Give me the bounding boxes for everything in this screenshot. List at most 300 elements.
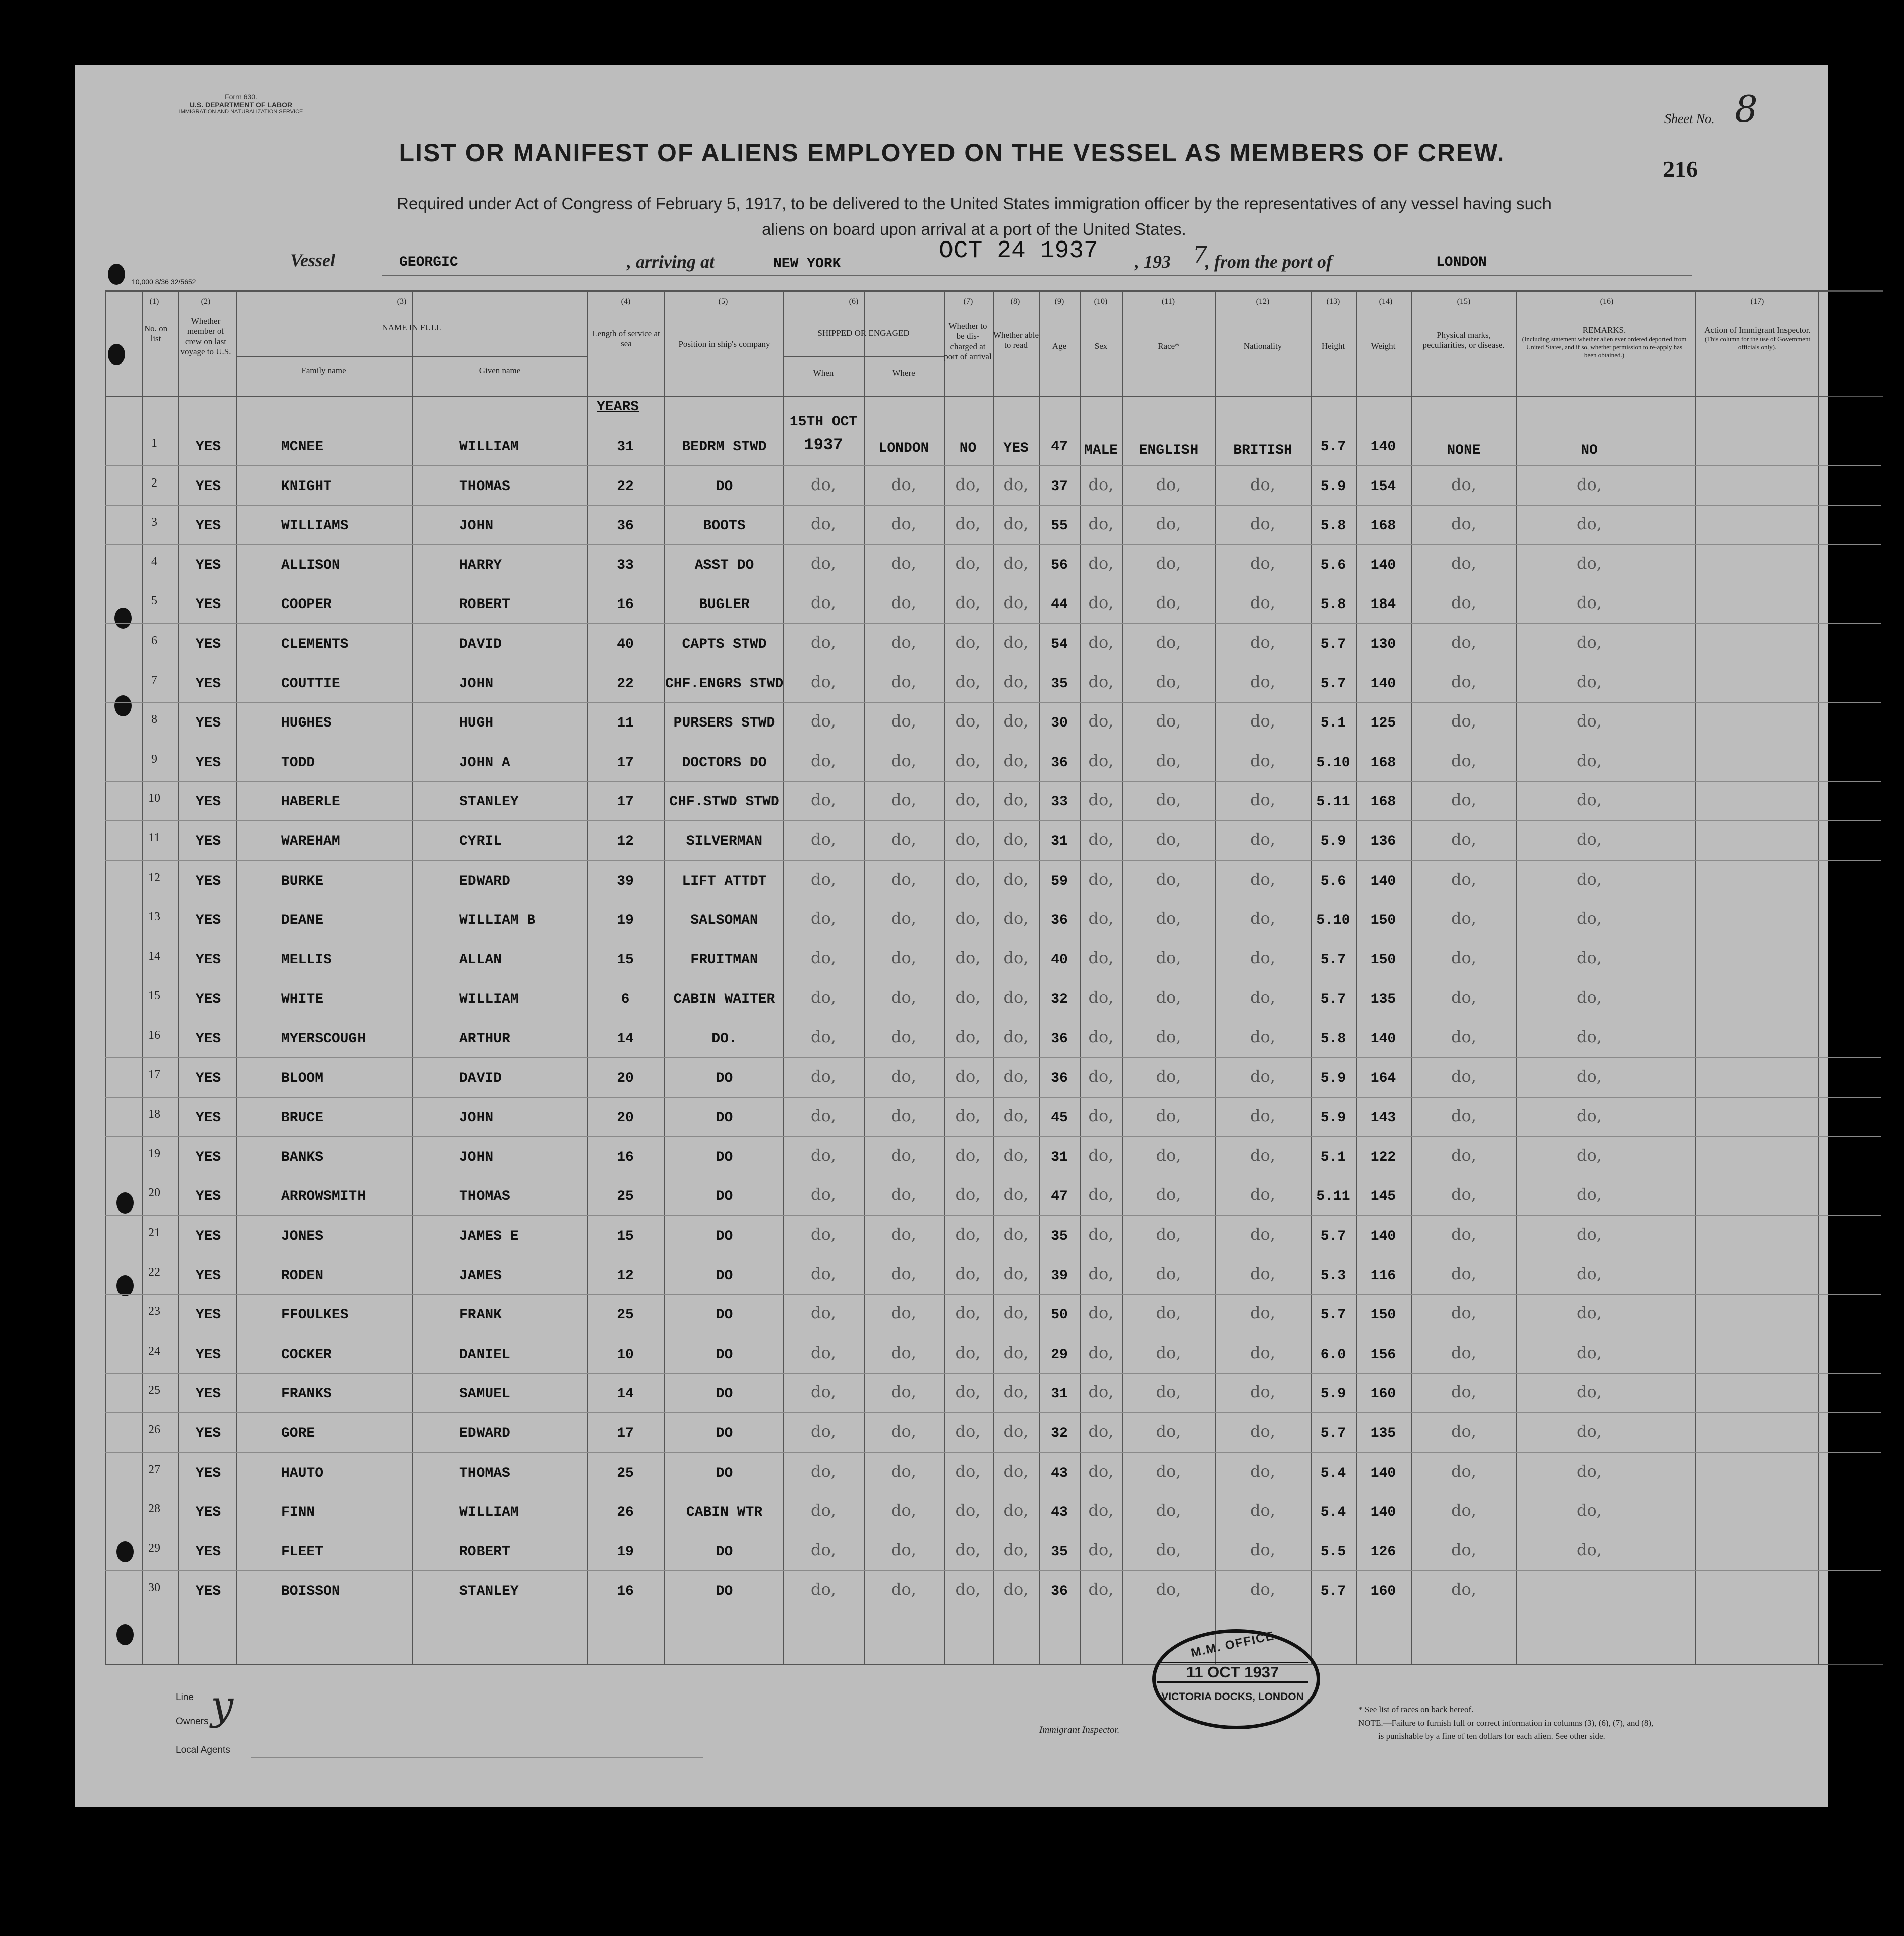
column-number: (4) xyxy=(621,297,631,306)
ditto-mark: do, xyxy=(1577,1264,1602,1283)
ditto-mark: do, xyxy=(891,869,916,889)
ditto-mark: do, xyxy=(1156,553,1181,573)
col-header-nationality: Nationality xyxy=(1243,341,1282,351)
arrival-date-stamp: OCT 24 1937 xyxy=(939,237,1098,265)
ditto-mark: do, xyxy=(891,1343,916,1362)
ditto-mark: do, xyxy=(1156,1106,1181,1126)
column-number: (8) xyxy=(1010,297,1020,306)
weight: 136 xyxy=(1370,834,1396,850)
given-name: CYRIL xyxy=(459,834,502,850)
position: DO xyxy=(716,1386,733,1402)
family-name: HAUTO xyxy=(281,1465,324,1481)
weight: 168 xyxy=(1370,518,1396,534)
years-label: YEARS xyxy=(597,399,639,415)
ditto-mark: do, xyxy=(1250,474,1275,494)
position: BUGLER xyxy=(699,597,750,613)
prev-voyage: YES xyxy=(195,1268,221,1284)
ditto-mark: do, xyxy=(891,909,916,928)
col-header-race: Race* xyxy=(1158,341,1179,351)
ditto-mark: do, xyxy=(1451,948,1476,967)
age: 29 xyxy=(1051,1347,1068,1363)
ditto-mark: do, xyxy=(1003,830,1029,849)
position: LIFT ATTDT xyxy=(682,873,767,889)
ditto-mark: do, xyxy=(1451,672,1476,691)
height: 5.5 xyxy=(1320,1544,1346,1560)
ditto-mark: do, xyxy=(891,514,916,534)
ditto-mark: do, xyxy=(1003,514,1029,534)
ditto-mark: do, xyxy=(1156,1422,1181,1441)
service-years: 16 xyxy=(617,597,634,613)
service-years: 20 xyxy=(617,1070,634,1086)
position: DO xyxy=(716,1465,733,1481)
service-years: 17 xyxy=(617,794,634,810)
given-name: STANLEY xyxy=(459,794,519,810)
ditto-mark: do, xyxy=(1003,672,1029,691)
service-years: 33 xyxy=(617,557,634,573)
ditto-mark: do, xyxy=(811,1185,836,1204)
family-name: COOPER xyxy=(281,597,332,613)
service-years: 6 xyxy=(621,992,630,1008)
ditto-mark: do, xyxy=(1577,593,1602,613)
column-rule xyxy=(105,291,106,1664)
given-name: JOHN xyxy=(459,676,494,692)
ditto-mark: do, xyxy=(891,1264,916,1283)
ditto-mark: do, xyxy=(1577,909,1602,928)
local-agents-label: Local Agents xyxy=(176,1745,230,1755)
vessel-name: GEORGIC xyxy=(399,255,458,270)
ditto-mark: do, xyxy=(1577,1382,1602,1402)
column-rule xyxy=(1039,291,1040,1664)
ditto-mark: do, xyxy=(1250,1501,1275,1520)
ditto-mark: do, xyxy=(955,474,981,494)
ditto-mark: do, xyxy=(1451,474,1476,494)
ditto-mark: do, xyxy=(1451,711,1476,731)
row-rule xyxy=(105,1057,1881,1058)
weight: 140 xyxy=(1370,676,1396,692)
ditto-mark: do, xyxy=(811,593,836,613)
subtitle-line-2: aliens on board upon arrival at a port of the United States. xyxy=(762,220,1186,239)
row-number: 5 xyxy=(151,594,157,608)
ditto-mark: do, xyxy=(891,1027,916,1046)
ditto-mark: do, xyxy=(811,1540,836,1559)
row-rule xyxy=(105,465,1881,466)
ditto-mark: do, xyxy=(1577,1066,1602,1086)
ditto-mark: do, xyxy=(1156,514,1181,534)
ditto-mark: do, xyxy=(1250,593,1275,613)
ditto-mark: do, xyxy=(1156,988,1181,1007)
column-rule xyxy=(1311,291,1312,1664)
ditto-mark: do, xyxy=(811,1106,836,1126)
family-name: CLEMENTS xyxy=(281,637,349,652)
given-name: JOHN xyxy=(459,518,494,534)
weight: 140 xyxy=(1370,1505,1396,1521)
weight: 140 xyxy=(1370,1229,1396,1244)
ditto-mark: do, xyxy=(891,1066,916,1086)
position: ASST DO xyxy=(694,557,754,573)
ditto-mark: do, xyxy=(1003,1264,1029,1283)
family-name: MYERSCOUGH xyxy=(281,1031,366,1047)
ditto-mark: do, xyxy=(811,1422,836,1441)
age: 44 xyxy=(1051,597,1068,613)
ditto-mark: do, xyxy=(811,869,836,889)
position: DO xyxy=(716,1347,733,1363)
weight: 140 xyxy=(1370,439,1396,455)
nationality-value: BRITISH xyxy=(1233,443,1292,458)
age: 40 xyxy=(1051,952,1068,968)
ditto-mark: do, xyxy=(1250,514,1275,534)
age: 47 xyxy=(1051,1189,1068,1205)
shipped-when-day: 15TH OCT xyxy=(789,414,858,430)
weight: 126 xyxy=(1370,1544,1396,1560)
ditto-mark: do, xyxy=(955,1343,981,1362)
ditto-mark: do, xyxy=(811,1382,836,1402)
ditto-mark: do, xyxy=(891,1106,916,1126)
family-name: ALLISON xyxy=(281,557,340,573)
prev-voyage: YES xyxy=(195,1505,221,1521)
ditto-mark: do, xyxy=(1250,988,1275,1007)
col-header-discharged: Whether to be dis-charged at port of arrival xyxy=(944,321,992,362)
ditto-mark: do, xyxy=(1088,1461,1114,1481)
ditto-mark: do, xyxy=(891,1580,916,1599)
row-number: 23 xyxy=(148,1305,160,1318)
position: DO. xyxy=(711,1031,737,1047)
ditto-mark: do, xyxy=(811,553,836,573)
ditto-mark: do, xyxy=(1451,1422,1476,1441)
ditto-mark: do, xyxy=(1003,474,1029,494)
row-number: 28 xyxy=(148,1502,160,1516)
family-name: RODEN xyxy=(281,1268,324,1284)
ditto-mark: do, xyxy=(1451,1540,1476,1559)
remarks-note: (Including statement whether alien ever ordered deported from United States, and if so, whether permission to re-apply has been obtained.) xyxy=(1522,335,1687,359)
weight: 143 xyxy=(1370,1110,1396,1126)
ditto-mark: do, xyxy=(1003,948,1029,967)
weight: 164 xyxy=(1370,1070,1396,1086)
weight: 150 xyxy=(1370,1307,1396,1323)
age: 55 xyxy=(1051,518,1068,534)
ditto-mark: do, xyxy=(1003,1303,1029,1323)
ditto-mark: do, xyxy=(1088,869,1114,889)
ditto-mark: do, xyxy=(1003,790,1029,810)
ditto-mark: do, xyxy=(1003,909,1029,928)
prev-voyage: YES xyxy=(195,1544,221,1560)
punch-hole xyxy=(116,1275,134,1296)
age: 31 xyxy=(1051,1386,1068,1402)
ditto-mark: do, xyxy=(891,790,916,810)
height: 5.8 xyxy=(1320,518,1346,534)
service-years: 11 xyxy=(617,715,634,732)
given-name: WILLIAM xyxy=(459,992,519,1008)
height: 5.3 xyxy=(1320,1268,1346,1284)
column-rule xyxy=(783,291,784,1664)
ditto-mark: do, xyxy=(1451,1343,1476,1362)
ditto-mark: do, xyxy=(1003,1540,1029,1559)
family-name: WILLIAMS xyxy=(281,518,349,534)
col-header-no: No. on list xyxy=(144,324,168,344)
ditto-mark: do, xyxy=(1250,1106,1275,1126)
ditto-mark: do, xyxy=(1088,909,1114,928)
position: DOCTORS DO xyxy=(682,755,767,771)
age: 43 xyxy=(1051,1505,1068,1521)
service-years: 25 xyxy=(617,1189,634,1205)
family-name: DEANE xyxy=(281,913,324,929)
column-number: (15) xyxy=(1457,297,1471,306)
sex-value: MALE xyxy=(1084,443,1118,458)
ditto-mark: do, xyxy=(891,1185,916,1204)
ditto-mark: do, xyxy=(1088,633,1114,652)
age: 54 xyxy=(1051,637,1068,652)
ditto-mark: do, xyxy=(1156,1303,1181,1323)
ditto-mark: do, xyxy=(1156,948,1181,967)
service-years: 19 xyxy=(617,913,634,929)
column-number: (6) xyxy=(849,297,859,306)
age: 31 xyxy=(1051,834,1068,850)
row-rule xyxy=(105,1294,1881,1295)
position: CAPTS STWD xyxy=(682,637,767,652)
ditto-mark: do, xyxy=(1088,1580,1114,1599)
family-name: MELLIS xyxy=(281,952,332,968)
given-name: FRANK xyxy=(459,1307,502,1323)
service-years: 16 xyxy=(617,1584,634,1600)
ditto-mark: do, xyxy=(1451,1303,1476,1323)
col-header-height: Height xyxy=(1321,341,1345,351)
ditto-mark: do, xyxy=(1156,909,1181,928)
service-years: 26 xyxy=(617,1505,634,1521)
family-name: HABERLE xyxy=(281,794,340,810)
column-rule xyxy=(412,291,413,1664)
height: 5.10 xyxy=(1316,913,1350,929)
ditto-mark: do, xyxy=(1003,1106,1029,1126)
ditto-mark: do, xyxy=(1451,1580,1476,1599)
weight: 160 xyxy=(1370,1386,1396,1402)
age: 39 xyxy=(1051,1268,1068,1284)
col-header-family: Family name xyxy=(301,366,346,375)
age: 33 xyxy=(1051,794,1068,810)
from-port: LONDON xyxy=(1436,255,1487,270)
ditto-mark: do, xyxy=(1451,1185,1476,1204)
ditto-mark: do, xyxy=(1577,474,1602,494)
ditto-mark: do, xyxy=(955,1303,981,1323)
ditto-mark: do, xyxy=(1003,593,1029,613)
given-name: HUGH xyxy=(459,715,494,732)
ditto-mark: do, xyxy=(955,711,981,731)
family-name: WAREHAM xyxy=(281,834,340,850)
ditto-mark: do, xyxy=(1577,988,1602,1007)
ditto-mark: do, xyxy=(1003,1185,1029,1204)
column-rule xyxy=(236,291,237,1664)
given-name: WILLIAM B xyxy=(459,913,536,929)
position: DO xyxy=(716,1268,733,1284)
service-years: 15 xyxy=(617,952,634,968)
given-name: DAVID xyxy=(459,637,502,652)
weight: 160 xyxy=(1370,1584,1396,1600)
ditto-mark: do, xyxy=(1451,869,1476,889)
table-top-rule xyxy=(105,290,1883,292)
row-rule xyxy=(105,1215,1881,1216)
ditto-mark: do, xyxy=(1250,1145,1275,1165)
position: SILVERMAN xyxy=(686,834,763,850)
ditto-mark: do, xyxy=(955,1185,981,1204)
service-years: 12 xyxy=(617,834,634,850)
ditto-mark: do, xyxy=(1088,1422,1114,1441)
service-years: 40 xyxy=(617,637,634,652)
age: 36 xyxy=(1051,1070,1068,1086)
ditto-mark: do, xyxy=(1451,1027,1476,1046)
age: 35 xyxy=(1051,1544,1068,1560)
age: 31 xyxy=(1051,1149,1068,1165)
punch-hole xyxy=(108,344,125,365)
prev-voyage: YES xyxy=(195,637,221,652)
column-number: (16) xyxy=(1600,297,1614,306)
given-name: JOHN xyxy=(459,1149,494,1165)
ditto-mark: do, xyxy=(955,751,981,770)
ditto-mark: do, xyxy=(1250,1185,1275,1204)
weight: 125 xyxy=(1370,715,1396,732)
prev-voyage: YES xyxy=(195,1070,221,1086)
ditto-mark: do, xyxy=(955,790,981,810)
col-header-weight: Weight xyxy=(1371,341,1396,351)
prev-voyage: YES xyxy=(195,597,221,613)
position: DO xyxy=(716,1584,733,1600)
service-years: 10 xyxy=(617,1347,634,1363)
height: 5.7 xyxy=(1320,676,1346,692)
ditto-mark: do, xyxy=(1003,1580,1029,1599)
shipped-where: LONDON xyxy=(878,441,929,456)
height: 5.8 xyxy=(1320,597,1346,613)
family-name: ARROWSMITH xyxy=(281,1189,366,1205)
ditto-mark: do, xyxy=(1088,1106,1114,1126)
ditto-mark: do, xyxy=(955,948,981,967)
ditto-mark: do, xyxy=(1577,633,1602,652)
row-number: 9 xyxy=(151,752,157,766)
family-name: BURKE xyxy=(281,873,324,889)
column-number: (5) xyxy=(718,297,728,306)
row-rule xyxy=(105,1097,1881,1098)
col-header-read: Whether able to read xyxy=(993,330,1039,350)
ditto-mark: do, xyxy=(1451,988,1476,1007)
ditto-mark: do, xyxy=(1577,1461,1602,1481)
row-number: 25 xyxy=(148,1384,160,1397)
age: 36 xyxy=(1051,1584,1068,1600)
ditto-mark: do, xyxy=(1451,1225,1476,1244)
age: 50 xyxy=(1051,1307,1068,1323)
service-years: 16 xyxy=(617,1149,634,1165)
position: CHF.ENGRS STWD xyxy=(665,676,784,692)
ditto-mark: do, xyxy=(811,1225,836,1244)
weight: 135 xyxy=(1370,1426,1396,1441)
ditto-mark: do, xyxy=(1156,1264,1181,1283)
ditto-mark: do, xyxy=(1088,1382,1114,1402)
family-name: JONES xyxy=(281,1229,324,1244)
weight: 156 xyxy=(1370,1347,1396,1363)
form-number: Form 630. xyxy=(225,93,257,101)
given-name: JOHN xyxy=(459,1110,494,1126)
row-number: 4 xyxy=(151,555,157,568)
position: DO xyxy=(716,1426,733,1441)
position: CHF.STWD STWD xyxy=(669,794,779,810)
ditto-mark: do, xyxy=(1451,830,1476,849)
ditto-mark: do, xyxy=(1156,1382,1181,1402)
ditto-mark: do, xyxy=(1088,711,1114,731)
inspector-label: Immigrant Inspector. xyxy=(1039,1725,1120,1735)
height: 5.11 xyxy=(1316,1189,1350,1205)
height: 5.10 xyxy=(1316,755,1350,771)
age: 43 xyxy=(1051,1465,1068,1481)
ditto-mark: do, xyxy=(1156,1580,1181,1599)
punch-hole xyxy=(116,1541,134,1562)
remarks-value: NO xyxy=(1581,443,1598,458)
service-years: 12 xyxy=(617,1268,634,1284)
col-header-shipped: SHIPPED OR ENGAGED xyxy=(817,328,910,338)
height: 5.7 xyxy=(1320,1426,1346,1441)
table-header-rule xyxy=(105,396,1883,397)
arriving-port: NEW YORK xyxy=(773,256,841,272)
ditto-mark: do, xyxy=(1003,1422,1029,1441)
row-number: 16 xyxy=(148,1029,160,1042)
col-header-remarks xyxy=(1521,325,1687,359)
from-port-label: , from the port of xyxy=(1205,252,1333,272)
prev-voyage: YES xyxy=(195,715,221,732)
age: 37 xyxy=(1051,478,1068,495)
prev-voyage: YES xyxy=(195,1189,221,1205)
ditto-mark: do, xyxy=(1577,1540,1602,1559)
read-value: YES xyxy=(1003,441,1029,456)
penalty-note-1: NOTE.—Failure to furnish full or correct information in columns (3), (6), (7), and (8), xyxy=(1358,1718,1654,1728)
ditto-mark: do, xyxy=(891,1501,916,1520)
age: 56 xyxy=(1051,557,1068,573)
row-rule xyxy=(105,505,1881,506)
ditto-mark: do, xyxy=(1250,1540,1275,1559)
ditto-mark: do, xyxy=(891,1422,916,1441)
prev-voyage: YES xyxy=(195,992,221,1008)
ditto-mark: do, xyxy=(811,672,836,691)
family-name: KNIGHT xyxy=(281,478,332,495)
ditto-mark: do, xyxy=(891,1382,916,1402)
ditto-mark: do, xyxy=(1250,1027,1275,1046)
row-number: 6 xyxy=(151,634,157,647)
column-number: (3) xyxy=(397,297,407,306)
height: 5.7 xyxy=(1320,952,1346,968)
service-years: 39 xyxy=(617,873,634,889)
vessel-label: Vessel xyxy=(290,250,335,270)
ditto-mark: do, xyxy=(1156,633,1181,652)
service-years: 22 xyxy=(617,676,634,692)
ditto-mark: do, xyxy=(1088,1225,1114,1244)
position: CABIN WAITER xyxy=(673,992,775,1008)
ditto-mark: do, xyxy=(955,1066,981,1086)
given-name: JAMES xyxy=(459,1268,502,1284)
ditto-mark: do, xyxy=(1250,1225,1275,1244)
position: BEDRM STWD xyxy=(682,439,767,455)
arriving-label: , arriving at xyxy=(627,252,715,272)
row-rule xyxy=(105,623,1881,624)
ditto-mark: do, xyxy=(1088,1066,1114,1086)
ditto-mark: do, xyxy=(1156,593,1181,613)
ditto-mark: do, xyxy=(1250,1303,1275,1323)
weight: 140 xyxy=(1370,1465,1396,1481)
ditto-mark: do, xyxy=(955,909,981,928)
table-bottom-rule xyxy=(105,1664,1883,1665)
height: 5.8 xyxy=(1320,1031,1346,1047)
ditto-mark: do, xyxy=(1088,751,1114,770)
height: 5.4 xyxy=(1320,1465,1346,1481)
weight: 150 xyxy=(1370,913,1396,929)
ditto-mark: do, xyxy=(1577,869,1602,889)
family-name: HUGHES xyxy=(281,715,332,732)
column-rule xyxy=(1516,291,1517,1664)
weight: 135 xyxy=(1370,992,1396,1008)
given-name: THOMAS xyxy=(459,478,510,495)
year-label: , 193 xyxy=(1135,252,1171,272)
